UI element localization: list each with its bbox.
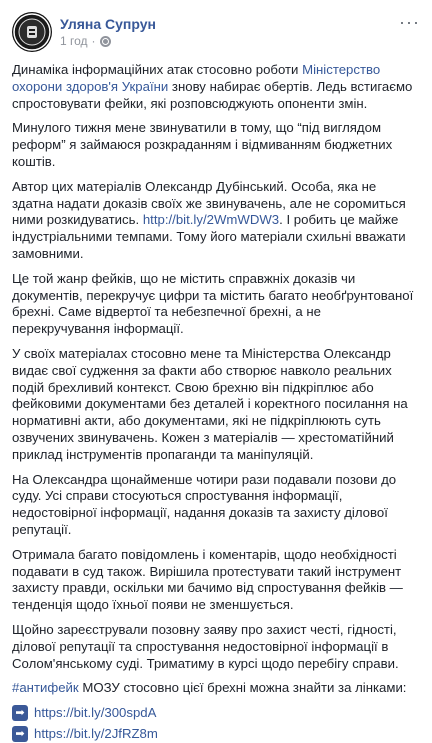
post-subline: 1 год · xyxy=(60,33,399,49)
paragraph-text: У своїх матеріалах стосовно мене та Міністерства Олександр видає свої судження за факти або створює навколо реальних подій брехливий контекст. Свою брехню він підкріплює або фейковими документами без деталей і коректного посилання на нормативні акти, або документами, які не підкріплюють суть озвучених звинувачень. Кожен з матеріалів — хрестоматійний приклад інструментів пропаганди та маніпуляцій. xyxy=(12,345,408,462)
paragraph-text: Це той жанр фейків, що не містить справжніх доказів чи документів, перекручує цифри та містить багато необґрунтованої брехні. Саме відвертої та небезпечної брехні, а не перекручування інформації. xyxy=(12,270,414,337)
avatar-badge-icon xyxy=(12,12,52,52)
paragraph-text: На Олександра щонайменше чотири рази подавали позови до суду. Усі справи стосуються спростування інформації, недостовірної інформації, надання доказів та захисту ділової репутації. xyxy=(12,471,397,537)
post-paragraph xyxy=(12,179,420,263)
paragraph-text: . І робить це майже індустріальними темпами. Тому його матеріали схильні вважати замовними. xyxy=(12,212,406,261)
paragraph-text: Отримала багато повідомлень і коментарів, щодо необхідності подавати в суд також. Вирішила протестувати такий інструмент захисту правди, оскільки ми бачимо від спростування фейків — тенденція щодо їхньої появи не зменшується. xyxy=(12,546,403,613)
post-paragraph xyxy=(12,680,420,697)
paragraph-text: Минулого тижня мене звинуватили в тому, що “під виглядом реформ” я займаюся розкраданням і відмиванням бюджетних коштів. xyxy=(12,120,393,169)
avatar[interactable] xyxy=(12,12,52,52)
post-paragraph xyxy=(12,472,420,539)
paragraph-text: Щойно зареєстрували позовну заяву про захист честі, гідності, ділової репутації та спростування недостовірної інформації в Солом'янському суді. Триматиму в курсі щодо перебігу справи. xyxy=(12,621,399,671)
link-row xyxy=(12,705,420,722)
post-meta xyxy=(60,15,399,49)
post-body xyxy=(12,62,420,743)
arrow-right-icon: ➡ xyxy=(12,726,28,742)
author-name[interactable]: Уляна Супрун xyxy=(60,16,156,32)
post-paragraph xyxy=(12,62,420,112)
post-header xyxy=(12,10,420,54)
paragraph-text: Динаміка інформаційних атак стосовно роботи xyxy=(12,62,303,77)
external-link[interactable]: https://bit.ly/300spdA xyxy=(34,705,157,721)
link-row xyxy=(12,726,420,743)
paragraph-text: МОЗУ стосовно цієї брехні можна знайти за лінками: xyxy=(78,680,407,696)
post-time[interactable]: 1 год xyxy=(60,34,88,48)
post-paragraph xyxy=(12,547,420,614)
post-paragraph xyxy=(12,271,420,338)
more-options-icon[interactable]: ··· xyxy=(399,12,420,32)
post-paragraph xyxy=(12,346,420,464)
paragraph-text: знову набирає обертів. Ледь встигаємо спростовувати фейки, які розповсюджують опоненти змін. xyxy=(12,78,413,111)
inline-link[interactable]: Міністерство охорони здоров'я України xyxy=(12,62,381,94)
external-link[interactable]: https://bit.ly/2JfRZ8m xyxy=(34,725,158,741)
post-paragraph xyxy=(12,120,420,170)
post-paragraph xyxy=(12,622,420,672)
globe-icon xyxy=(100,36,111,47)
arrow-right-icon: ➡ xyxy=(12,705,28,721)
inline-link[interactable]: http://bit.ly/2WmWDW3 xyxy=(142,212,280,228)
paragraph-text: Автор цих матеріалів Олександр Дубінський. Особа, яка не здатна надати доказів своїх же звинувачень, але не соромиться ними розкидуватись. xyxy=(12,178,406,228)
hashtag-link[interactable]: #антифейк xyxy=(12,680,79,696)
